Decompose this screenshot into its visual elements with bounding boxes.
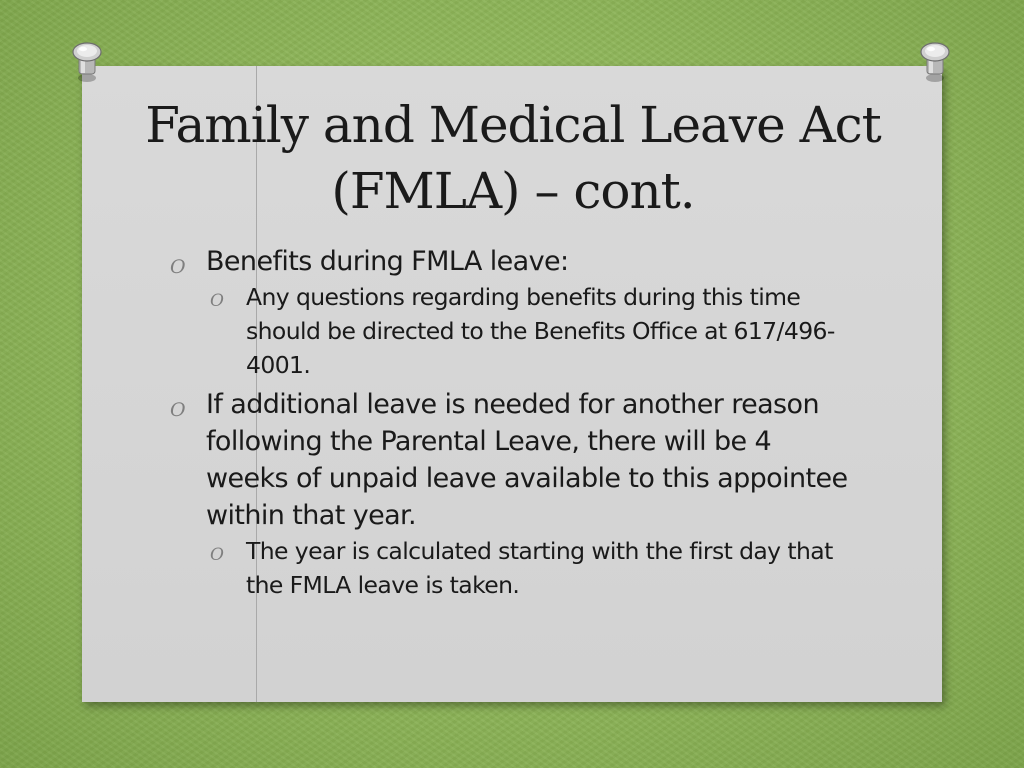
sub-bullet-text: The year is calculated starting with the first day that the FMLA leave is taken. [246, 537, 833, 599]
bullet-o-icon: O [170, 256, 186, 278]
push-pin-icon [70, 40, 104, 84]
bullet-text: If additional leave is needed for another reason following the Parental Leave, there will be 4 weeks of unpaid leave available to this appointee within that year. [206, 389, 848, 531]
bullet-o-icon: O [210, 545, 224, 565]
sub-bullet-item [210, 280, 860, 382]
slide-title-line-2: (FMLA) – cont. [331, 162, 695, 220]
sub-bullet-item [210, 534, 860, 602]
bullet-item [170, 243, 860, 280]
bullet-o-icon: O [210, 291, 224, 311]
slide-bullet-list [170, 243, 860, 606]
bullet-o-icon: O [170, 399, 186, 421]
slide-title-line-1: Family and Medical Leave Act [145, 96, 881, 154]
push-pin-icon [918, 40, 952, 84]
slide-title [90, 92, 936, 224]
bullet-item [170, 386, 860, 534]
bullet-text: Benefits during FMLA leave: [206, 246, 569, 277]
sub-bullet-text: Any questions regarding benefits during this time should be directed to the Benefits Office at 617/496-4001. [246, 283, 835, 379]
